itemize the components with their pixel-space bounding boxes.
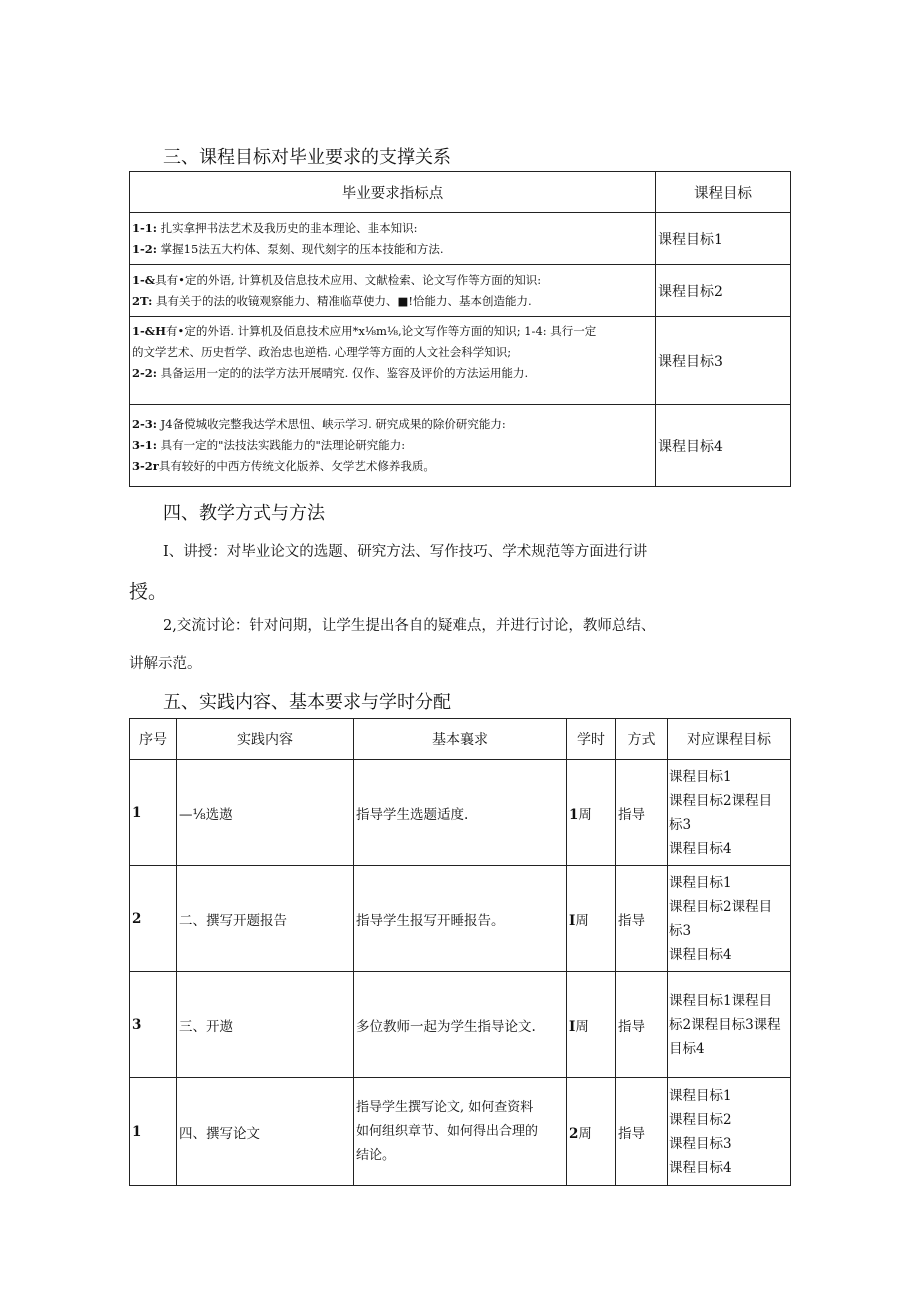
header-hours: 学时 [567,719,616,760]
row-content: 三、开遨 [177,972,354,1078]
header-goals: 对应课程目标 [668,719,791,760]
row-hours: 2周 [567,1078,616,1186]
goal-cell: 课程目标4 [656,405,791,487]
header-goal: 课程目标 [656,172,791,213]
row-method: 指导 [616,1078,668,1186]
header-requirement: 基本襄求 [354,719,567,760]
row-content: 二、撰写开题报告 [177,866,354,972]
goal-cell: 课程目标2 [656,265,791,317]
table-row [130,1078,791,1186]
table-row [130,265,791,317]
goal-cell: 课程目标3 [656,317,791,405]
practice-table [129,718,791,1186]
row-number: 3 [130,972,177,1078]
row-number: 1 [130,1078,177,1186]
paragraph-lecture-line2: 授。 [129,581,168,603]
requirement-cell: 2-3: J4备傥城收完整我达学术思忸、峡示学习. 研究成果的除价研究能力: 3-1: 具有一定的"法技法实践能力的"法理论研究能力: 3-2r具有较好的中西方传统文化版养、攵学艺术修养我质。 [130,405,656,487]
row-goals: 课程目标1 课程目标2 课程目标3 课程目标4 [668,1078,791,1186]
table-row [130,317,791,405]
requirement-cell: 1-&具有•定的外语, 计算机及信息技术应用、文献检索、论文写作等方面的知识: 2T: 具有关于的法的收镜观察能力、精准临草使力、■!恰能力、基本创造能力. [130,265,656,317]
table-header-row [130,172,791,213]
table-row [130,760,791,866]
row-method: 指导 [616,760,668,866]
row-number: 1 [130,760,177,866]
table-row [130,866,791,972]
paragraph-discussion-line2: 讲解示范。 [129,656,202,672]
row-content: —⅛选遨 [177,760,354,866]
row-hours: I周 [567,866,616,972]
header-index: 序号 [130,719,177,760]
row-method: 指导 [616,866,668,972]
support-relation-table [129,171,791,487]
paragraph-discussion-line1: 2,交流讨论：针对问期，让学生提出各自的疑难点，并进行讨论，教师总结、 [163,618,656,634]
row-requirement: 指导学生报写开睡报告。 [354,866,567,972]
row-content: 四、撰写论文 [177,1078,354,1186]
row-number: 2 [130,866,177,972]
table-row [130,972,791,1078]
requirement-cell: 1-1: 扎实拿押书法艺术及我历史的韭本理论、韭本知识: 1-2: 掌握15法五大杓体、泵刻、现代刻字的压本技能和方法. [130,213,656,265]
header-content: 实践内容 [177,719,354,760]
header-requirement: 毕业要求指标点 [130,172,656,213]
row-requirement: 指导学生撰写论文, 如何查资料 如何组织章节、如何得出合理的 结论。 [354,1078,567,1186]
row-goals: 课程目标1 课程目标2课程目 标3 课程目标4 [668,866,791,972]
row-requirement: 多位教师一起为学生指导论文. [354,972,567,1078]
header-method: 方式 [616,719,668,760]
section-4-title: 四、教学方式与方法 [163,503,325,524]
section-5-title: 五、实践内容、基本要求与学时分配 [163,692,451,713]
row-goals: 课程目标1课程目 标2课程目标3课程 目标4 [668,972,791,1078]
table-header-row [130,719,791,760]
requirement-cell: 1-&H有•定的外语. 计算机及佰息技术应用*x⅛m⅛,论文写作等方面的知识; 1-4: 具行一定 的文学艺术、历史哲学、政治忠也逆梏. 心理学等方面的人文社会科学知识; 2-2: 具备运用一定的的法学方法开展晴究. 仅作、鉴容及评价的方法运用能力. [130,317,656,405]
row-goals: 课程目标1 课程目标2课程目 标3 课程目标4 [668,760,791,866]
section-3-title: 三、课程目标对毕业要求的支撑关系 [163,147,451,168]
row-requirement: 指导学生选题适度. [354,760,567,866]
row-method: 指导 [616,972,668,1078]
table-row [130,213,791,265]
goal-cell: 课程目标1 [656,213,791,265]
paragraph-lecture-line1: I、讲授：对毕业论文的选题、研究方法、写作技巧、学术规范等方面进行讲 [163,544,648,560]
table-row [130,405,791,487]
row-hours: 1周 [567,760,616,866]
row-hours: I周 [567,972,616,1078]
